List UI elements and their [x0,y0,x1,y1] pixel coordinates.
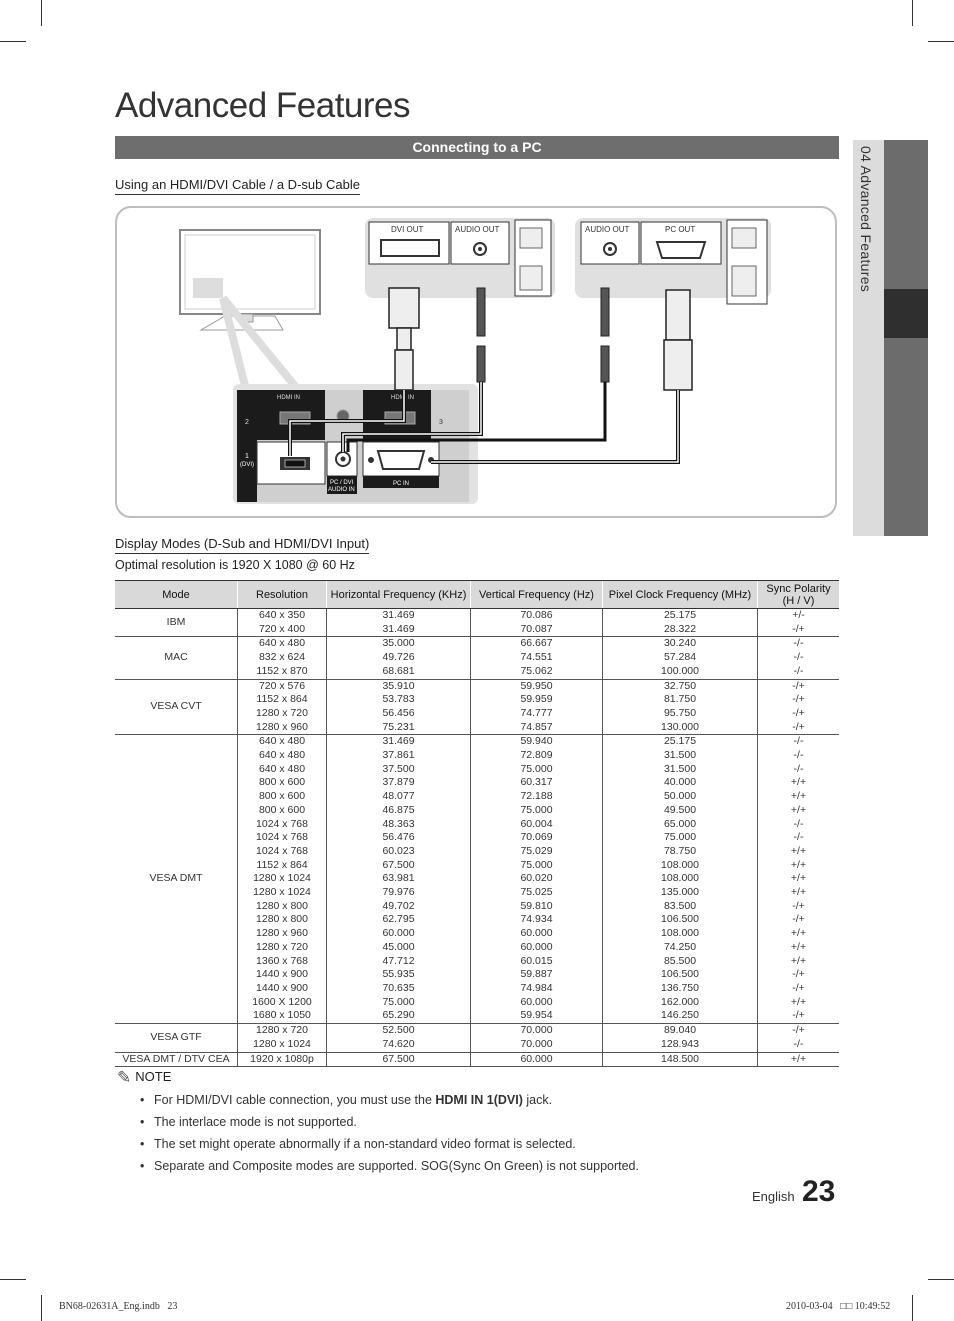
tv-label-num3: 3 [439,419,443,426]
col-resolution: Resolution [238,581,327,609]
page-title: Advanced Features [115,86,411,125]
h-freq-cell: 35.910 53.783 56.456 75.231 [327,679,471,735]
table-row [115,735,839,1024]
connection-diagram-art [115,206,837,518]
pixel-clock-cell: 30.240 57.284 100.000 [603,637,758,679]
print-slug-left: BN68-02631A_Eng.indb 23 [59,1301,178,1312]
mode-cell: VESA DMT / DTV CEA [115,1052,238,1067]
optimal-resolution: Optimal resolution is 1920 X 1080 @ 60 Hz [115,558,355,572]
tv-label-audio-in: AUDIO IN [328,487,355,493]
tv-connection-panel [233,384,478,504]
list-item: • Separate and Composite modes are supported. SOG(Sync On Green) is not supported. [140,1156,639,1178]
mode-cell: VESA GTF [115,1024,238,1052]
col-horizontal-frequency: Horizontal Frequency (KHz) [327,581,471,609]
resolution-cell: 640 x 480 832 x 624 1152 x 870 [238,637,327,679]
mode-cell: VESA CVT [115,679,238,735]
tv-label-hdmi-in: HDMI IN [277,395,300,401]
crop-mark [912,1295,913,1321]
crop-mark [0,41,26,42]
tv-label-dvi: (DVI) [240,462,254,468]
sync-polarity-cell: +/+ [758,1052,840,1067]
crop-mark [41,1295,42,1321]
sync-polarity-cell: -/+ -/- [758,1024,840,1052]
tv-label-num1: 1 [245,453,249,460]
notes-list [140,1090,639,1178]
h-freq-cell: 31.469 31.469 [327,609,471,637]
resolution-cell: 640 x 480 640 x 480 640 x 480 800 x 600 800 x 600 800 x 600 1024 x 768 1024 x 768 1024 x 768 1152 x 864 1280 x 1024 1280 x 1024 1280 x 800 1280 x 800 1280 x 960 1280 x 720 1360 x 768 1440 x 900 1440 x 900 1600 X 1200 1680 x 1050 [238,735,327,1024]
h-freq-cell: 52.500 74.620 [327,1024,471,1052]
hdmi-in-1-dvi: HDMI IN 1(DVI) [435,1093,523,1107]
pc2-port-audio-out: AUDIO OUT [585,225,630,234]
v-freq-cell: 66.667 74.551 75.062 [471,637,603,679]
pencil-icon: ✎ [117,1068,132,1087]
table-row [115,1024,839,1052]
col-mode: Mode [115,581,238,609]
side-tab-label: 04 Advanced Features [858,146,874,293]
pc1-port-audio-out: AUDIO OUT [455,225,500,234]
note-label: NOTE [135,1069,172,1084]
mode-cell: VESA DMT [115,735,238,1024]
table-row [115,637,839,679]
crop-mark [928,1279,954,1280]
print-slug-right: 2010-03-04 □□ 10:49:52 [786,1301,891,1312]
list-item: • The interlace mode is not supported. [140,1112,639,1134]
sync-polarity-cell: -/- -/- -/- +/+ +/+ +/+ -/- -/- +/+ +/+ +/+ +/+ -/+ -/+ +/+ +/+ +/+ -/+ -/+ +/+ -/+ [758,735,840,1024]
crop-mark [912,0,913,26]
sync-polarity-cell: +/- -/+ [758,609,840,637]
pixel-clock-cell: 89.040 128.943 [603,1024,758,1052]
list-item: • For HDMI/DVI cable connection, you must use the HDMI IN 1(DVI) jack. [140,1090,639,1112]
resolution-cell: 1920 x 1080p [238,1052,327,1067]
side-index-bar [884,140,928,536]
table-row [115,1052,839,1067]
crop-mark [0,1279,26,1280]
h-freq-cell: 35.000 49.726 68.681 [327,637,471,679]
v-freq-cell: 59.940 72.809 75.000 60.317 72.188 75.000 60.004 70.069 75.029 75.000 60.020 75.025 59.810 74.934 60.000 60.000 60.015 59.887 74.984 60.000 59.954 [471,735,603,1024]
v-freq-cell: 59.950 59.959 74.777 74.857 [471,679,603,735]
mode-cell: IBM [115,609,238,637]
v-freq-cell: 70.086 70.087 [471,609,603,637]
sync-polarity-cell: -/- -/- -/- [758,637,840,679]
footer-language: English [752,1189,795,1204]
col-vertical-frequency: Vertical Frequency (Hz) [471,581,603,609]
display-modes-subheading: Display Modes (D-Sub and HDMI/DVI Input) [115,536,369,554]
cables [290,288,692,462]
pixel-clock-cell: 25.175 31.500 31.500 40.000 50.000 49.500 65.000 75.000 78.750 108.000 108.000 135.000 83.500 106.500 108.000 74.250 85.500 106.500 136.750 162.000 146.250 [603,735,758,1024]
note-heading [117,1068,171,1088]
section-title: Connecting to a PC [115,136,839,159]
tv-illustration [180,230,320,330]
tv-label-hdmi-in-right: HDMI IN [391,395,414,401]
display-modes-table [115,580,839,1067]
resolution-cell: 1280 x 720 1280 x 1024 [238,1024,327,1052]
crop-mark [928,41,954,42]
page-number: 23 [802,1175,836,1208]
crop-mark [41,0,42,26]
pc2-port-pc-out: PC OUT [665,225,696,234]
pixel-clock-cell: 25.175 28.322 [603,609,758,637]
h-freq-cell: 67.500 [327,1052,471,1067]
resolution-cell: 640 x 350 720 x 400 [238,609,327,637]
side-index-active [884,289,928,338]
table-row [115,679,839,735]
pc1-port-dvi-out: DVI OUT [391,225,424,234]
tv-label-pc-in: PC IN [393,481,410,487]
pixel-clock-cell: 32.750 81.750 95.750 130.000 [603,679,758,735]
pc1-illustration [365,218,555,298]
pixel-clock-cell: 148.500 [603,1052,758,1067]
list-item: • The set might operate abnormally if a non-standard video format is selected. [140,1134,639,1156]
col-sync-polarity: Sync Polarity (H / V) [758,581,840,609]
table-row [115,609,839,637]
table-header-row [115,581,839,609]
resolution-cell: 720 x 576 1152 x 864 1280 x 720 1280 x 960 [238,679,327,735]
mode-cell: MAC [115,637,238,679]
v-freq-cell: 70.000 70.000 [471,1024,603,1052]
cable-subheading: Using an HDMI/DVI Cable / a D-sub Cable [115,177,360,195]
v-freq-cell: 60.000 [471,1052,603,1067]
col-pixel-clock: Pixel Clock Frequency (MHz) [603,581,758,609]
tv-label-num2: 2 [245,419,249,426]
tv-label-pc-dvi: PC / DVI [330,480,354,486]
h-freq-cell: 31.469 37.861 37.500 37.879 48.077 46.875 48.363 56.476 60.023 67.500 63.981 79.976 49.702 62.795 60.000 45.000 47.712 55.935 70.635 75.000 65.290 [327,735,471,1024]
sync-polarity-cell: -/+ -/+ -/+ -/+ [758,679,840,735]
